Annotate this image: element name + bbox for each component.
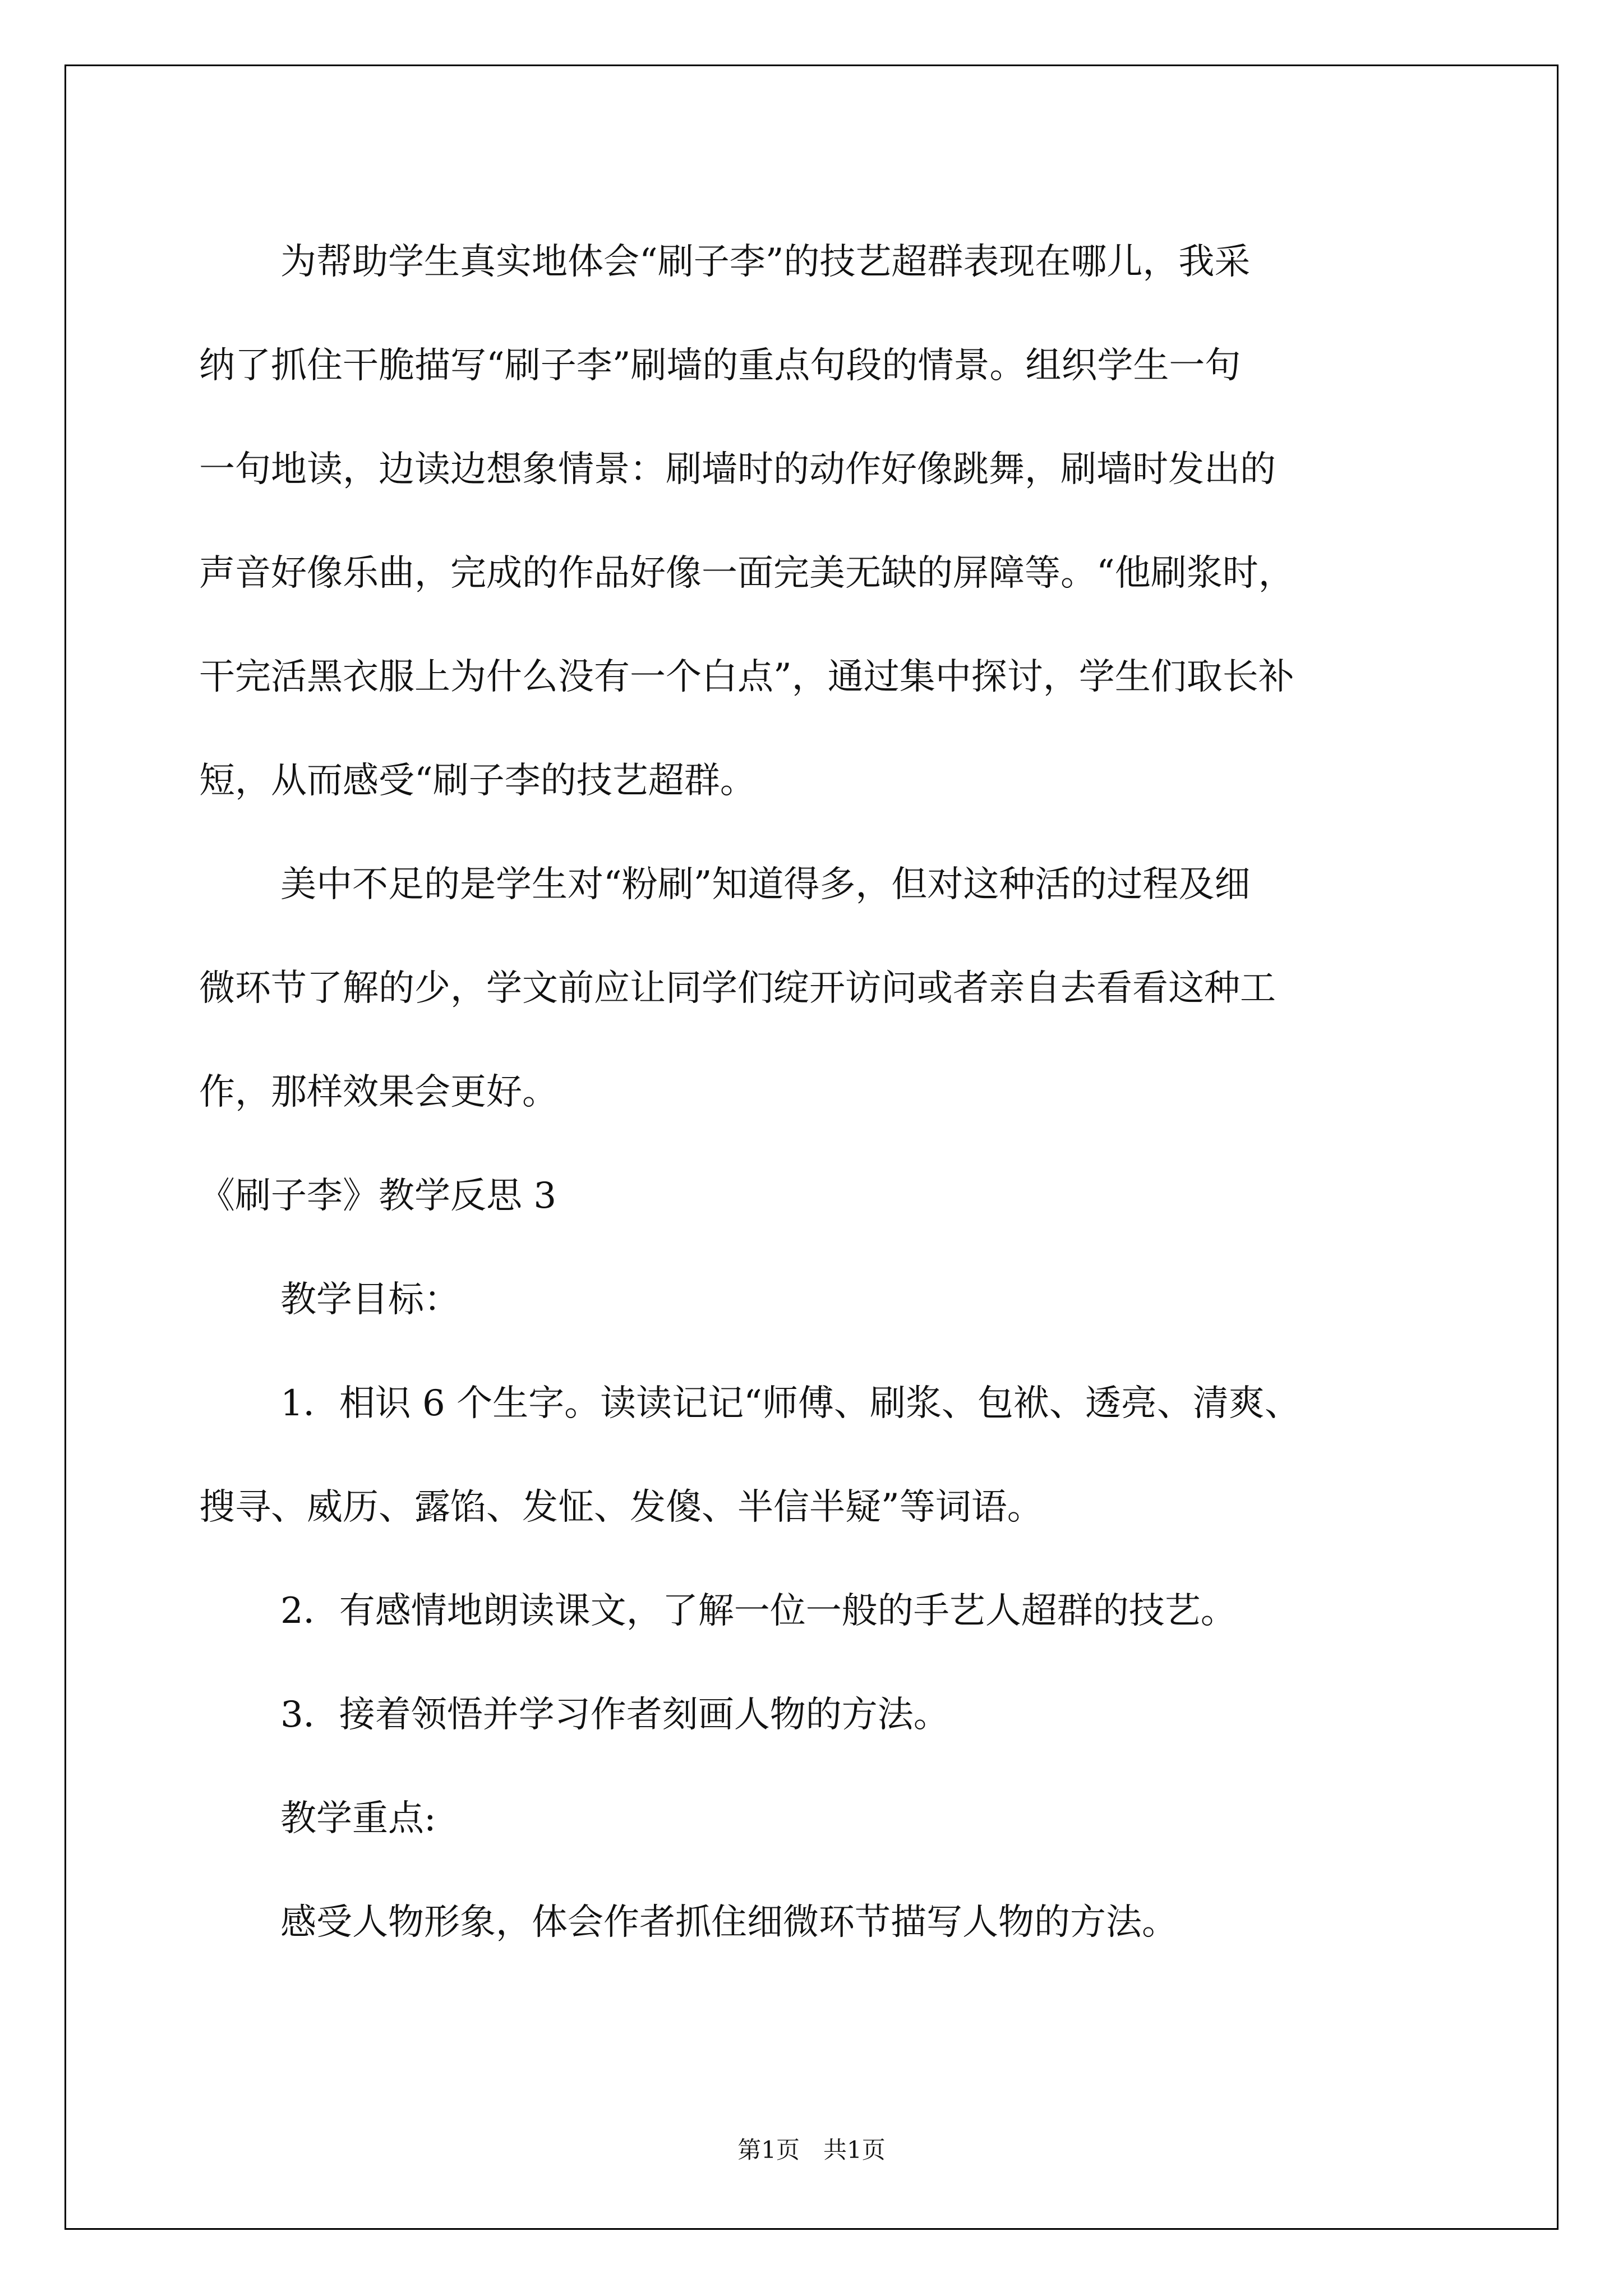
text-line: 《刷子李》教学反思 3 (199, 1175, 557, 1217)
text-line: 短，从而感受“刷子李的技艺超群。 (199, 760, 756, 802)
text-line: 2．有感情地朗读课文，了解一位一般的手艺人超群的技艺。 (280, 1590, 1237, 1632)
text-line: 3．接着领悟并学习作者刻画人物的方法。 (280, 1694, 949, 1736)
text-line: 教学重点: (280, 1798, 436, 1839)
page-footer: 第1页 共1页 (737, 2136, 886, 2164)
text-line: 作，那样效果会更好。 (199, 1071, 558, 1113)
text-line: 纳了抓住干脆描写“刷子李”刷墙的重点句段的情景。组织学生一句 (199, 345, 1241, 386)
text-line: 1．相识 6 个生字。读读记记“师傅、刷浆、包袱、透亮、清爽、 (280, 1383, 1301, 1424)
text-line: 感受人物形象，体会作者抓住细微环节描写人物的方法。 (280, 1902, 1178, 1943)
text-line: 微环节了解的少，学文前应让同学们绽开访问或者亲自去看看这种工 (199, 968, 1276, 1009)
text-line: 美中不足的是学生对“粉刷”知道得多，但对这种活的过程及细 (280, 864, 1251, 905)
text-line: 教学目标： (280, 1279, 460, 1320)
text-line: 搜寻、威历、露馅、发怔、发傻、半信半疑”等词语。 (199, 1487, 1043, 1528)
text-line: 干完活黑衣服上为什么没有一个白点”，通过集中探讨，学生们取长补 (199, 656, 1294, 698)
text-line: 为帮助学生真实地体会“刷子李”的技艺超群表现在哪儿，我采 (280, 241, 1251, 283)
text-line: 声音好像乐曲，完成的作品好像一面完美无缺的屏障等。“他刷浆时， (199, 553, 1294, 594)
text-line: 一句地读，边读边想象情景：刷墙时的动作好像跳舞，刷墙时发出的 (199, 449, 1276, 490)
